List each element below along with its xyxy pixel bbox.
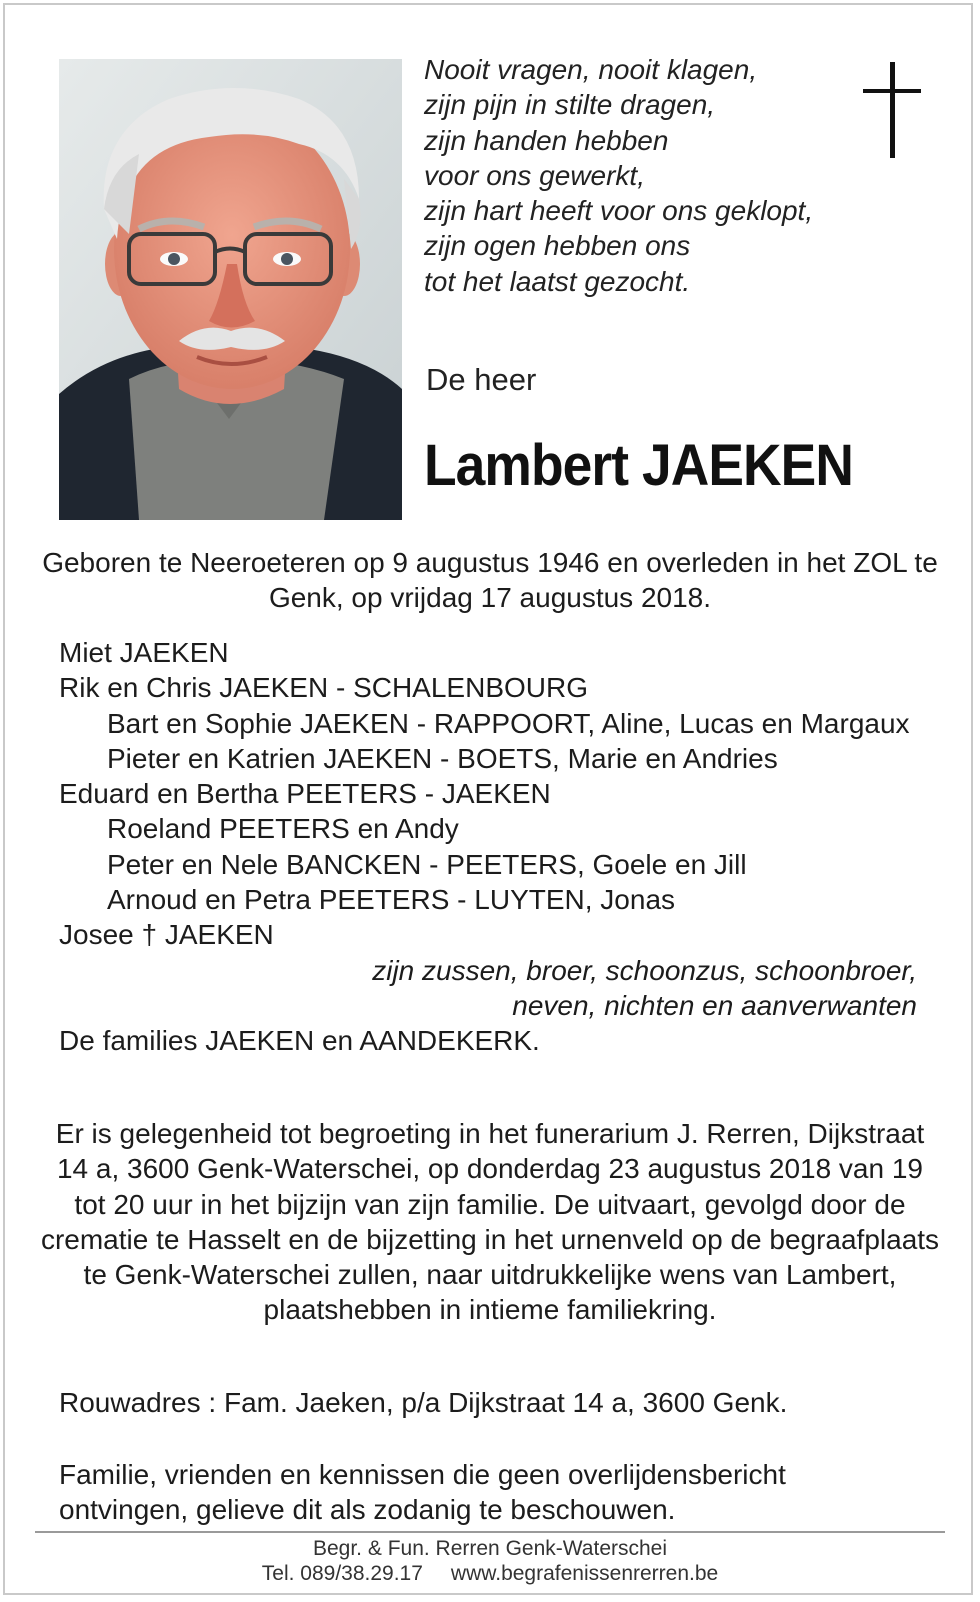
poem-line: zijn handen hebben xyxy=(424,124,669,156)
family-member: Peter en Nele BANCKEN - PEETERS, Goele en Jill xyxy=(107,848,747,880)
family-member: Pieter en Katrien JAEKEN - BOETS, Marie en Andries xyxy=(107,742,778,774)
relation-line: zijn zussen, broer, schoonzus, schoonbroer, xyxy=(372,954,917,986)
family-list xyxy=(59,635,919,1059)
funeral-company: Begr. & Fun. Rerren Genk-Waterschei xyxy=(312,1537,668,1560)
birth-death-statement: Geboren te Neeroeteren op 9 augustus 1946 en overleden in het ZOL te Genk, op vrijdag 17 augustus 2018. xyxy=(42,547,938,614)
family-member: Arnoud en Petra PEETERS - LUYTEN, Jonas xyxy=(107,884,676,916)
poem-line: zijn ogen hebben ons xyxy=(424,230,691,262)
family-member: Roeland PEETERS en Andy xyxy=(107,813,459,845)
poem-line: voor ons gewerkt, xyxy=(424,159,645,191)
families-line: De families JAEKEN en AANDEKERK. xyxy=(59,1025,540,1057)
notice-line: ontvingen, gelieve dit als zodanig te beschouwen. xyxy=(59,1494,676,1526)
footer-divider xyxy=(35,1531,945,1533)
family-member: Josee † JAEKEN xyxy=(59,919,274,951)
cross-icon xyxy=(863,62,923,162)
poem-line: zijn pijn in stilte dragen, xyxy=(424,89,716,121)
poem xyxy=(424,52,844,299)
phone-number: Tel. 089/38.29.17 xyxy=(261,1562,423,1585)
notice-paragraph xyxy=(59,1457,786,1528)
website-link[interactable]: www.begrafenissenrerren.be xyxy=(450,1562,719,1585)
poem-line: tot het laatst gezocht. xyxy=(424,265,691,297)
footer xyxy=(0,1536,980,1586)
visitation-paragraph: Er is gelegenheid tot begroeting in het funerarium J. Rerren, Dijkstraat 14 a, 3600 Genk-Waterschei, op donderdag 23 augustus 2018 van 19 tot 20 uur in het bijzijn van zijn familie. De uitvaart, gevolgd door de crematie te Hasselt en de bijzetting in het urnenveld op de begraafplaats te Genk-Waterschei zullen, naar uitdrukkelijke wens van Lambert, plaatshebben in intieme familiekring. xyxy=(40,1118,940,1326)
relation-line: neven, nichten en aanverwanten xyxy=(512,989,917,1021)
deceased-name: Lambert JAEKEN xyxy=(424,433,853,498)
family-member: Bart en Sophie JAEKEN - RAPPOORT, Aline, Lucas en Margaux xyxy=(107,707,910,739)
salutation: De heer xyxy=(426,362,537,397)
poem-line: Nooit vragen, nooit klagen, xyxy=(424,54,758,85)
family-member: Rik en Chris JAEKEN - SCHALENBOURG xyxy=(59,672,589,704)
family-member: Eduard en Bertha PEETERS - JAEKEN xyxy=(59,778,551,810)
poem-line: zijn hart heeft voor ons geklopt, xyxy=(424,195,814,227)
mourning-address: Rouwadres : Fam. Jaeken, p/a Dijkstraat 14 a, 3600 Genk. xyxy=(59,1387,788,1418)
portrait-photo xyxy=(59,59,402,520)
family-member: Miet JAEKEN xyxy=(59,637,229,668)
portrait-illustration xyxy=(59,59,402,520)
notice-line: Familie, vrienden en kennissen die geen overlijdensbericht xyxy=(59,1459,786,1490)
